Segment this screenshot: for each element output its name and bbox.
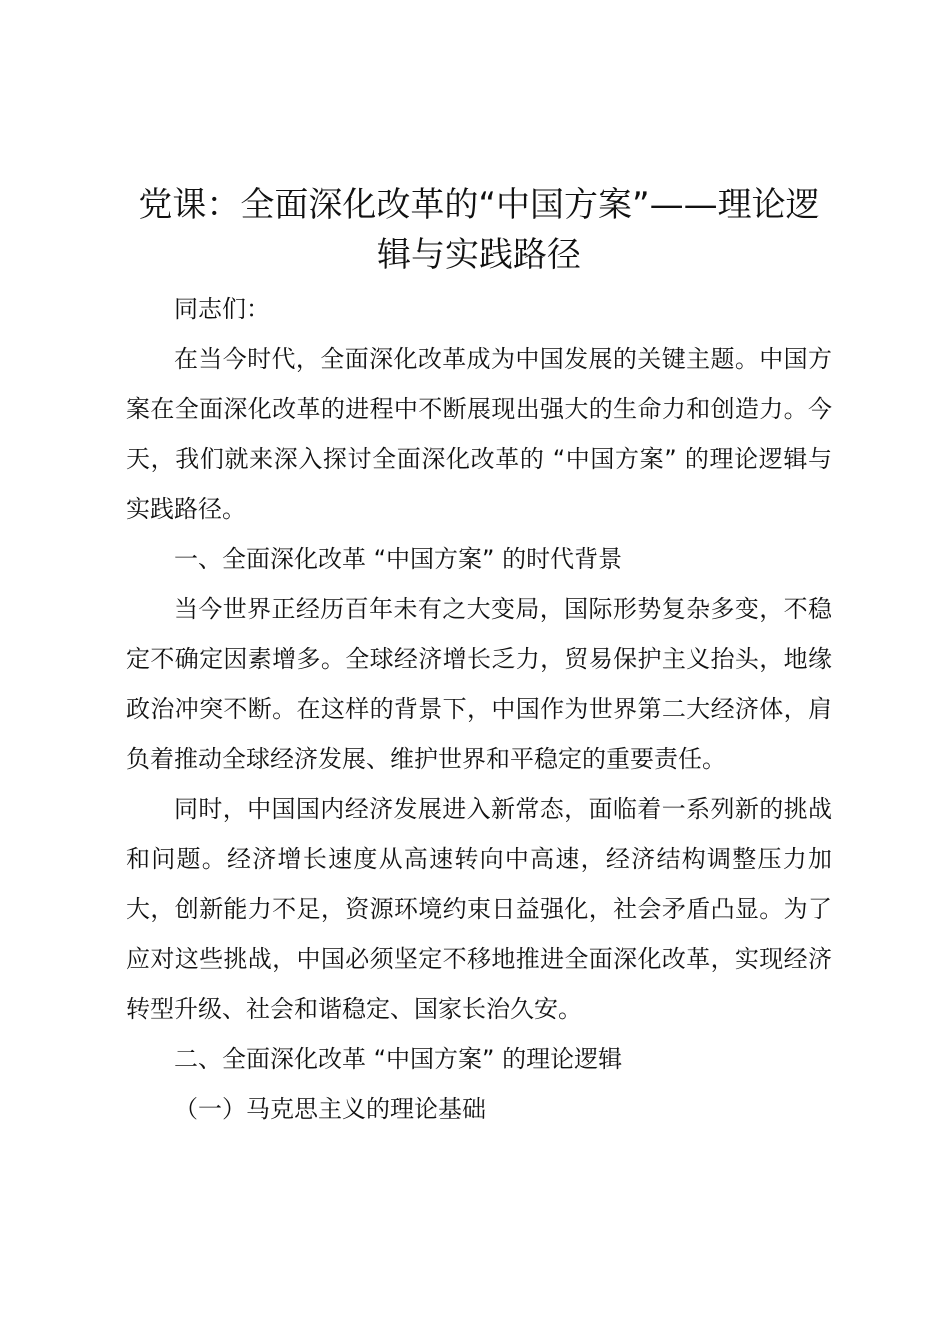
background-paragraph-1: 当今世界正经历百年未有之大变局，国际形势复杂多变，不稳定不确定因素增多。全球经济增长乏力，贸易保护主义抬头，地缘政治冲突不断。在这样的背景下，中国作为世界第二大经济体，肩负着推动全球经济发展、维护世界和平稳定的重要责任。 [126, 595, 832, 773]
greeting-paragraph: 同志们： [174, 295, 270, 323]
section-heading-1: 一、全面深化改革 “中国方案” 的时代背景 [174, 545, 623, 573]
intro-paragraph: 在当今时代，全面深化改革成为中国发展的关键主题。中国方案在全面深化改革的进程中不断展现出强大的生命力和创造力。今天，我们就来深入探讨全面深化改革的 “中国方案” 的理论逻辑与实践路径。 [126, 345, 832, 523]
section-heading-2: 二、全面深化改革 “中国方案” 的理论逻辑 [174, 1045, 623, 1073]
document-title: 党课：全面深化改革的“中国方案”——理论逻辑与实践路径 [138, 185, 820, 275]
subsection-heading-1: （一）马克思主义的理论基础 [174, 1095, 486, 1123]
document-body [126, 180, 832, 1134]
background-paragraph-2: 同时，中国国内经济发展进入新常态，面临着一系列新的挑战和问题。经济增长速度从高速转向中高速，经济结构调整压力加大，创新能力不足，资源环境约束日益强化，社会矛盾凸显。为了应对这些挑战，中国必须坚定不移地推进全面深化改革，实现经济转型升级、社会和谐稳定、国家长治久安。 [126, 795, 832, 1023]
